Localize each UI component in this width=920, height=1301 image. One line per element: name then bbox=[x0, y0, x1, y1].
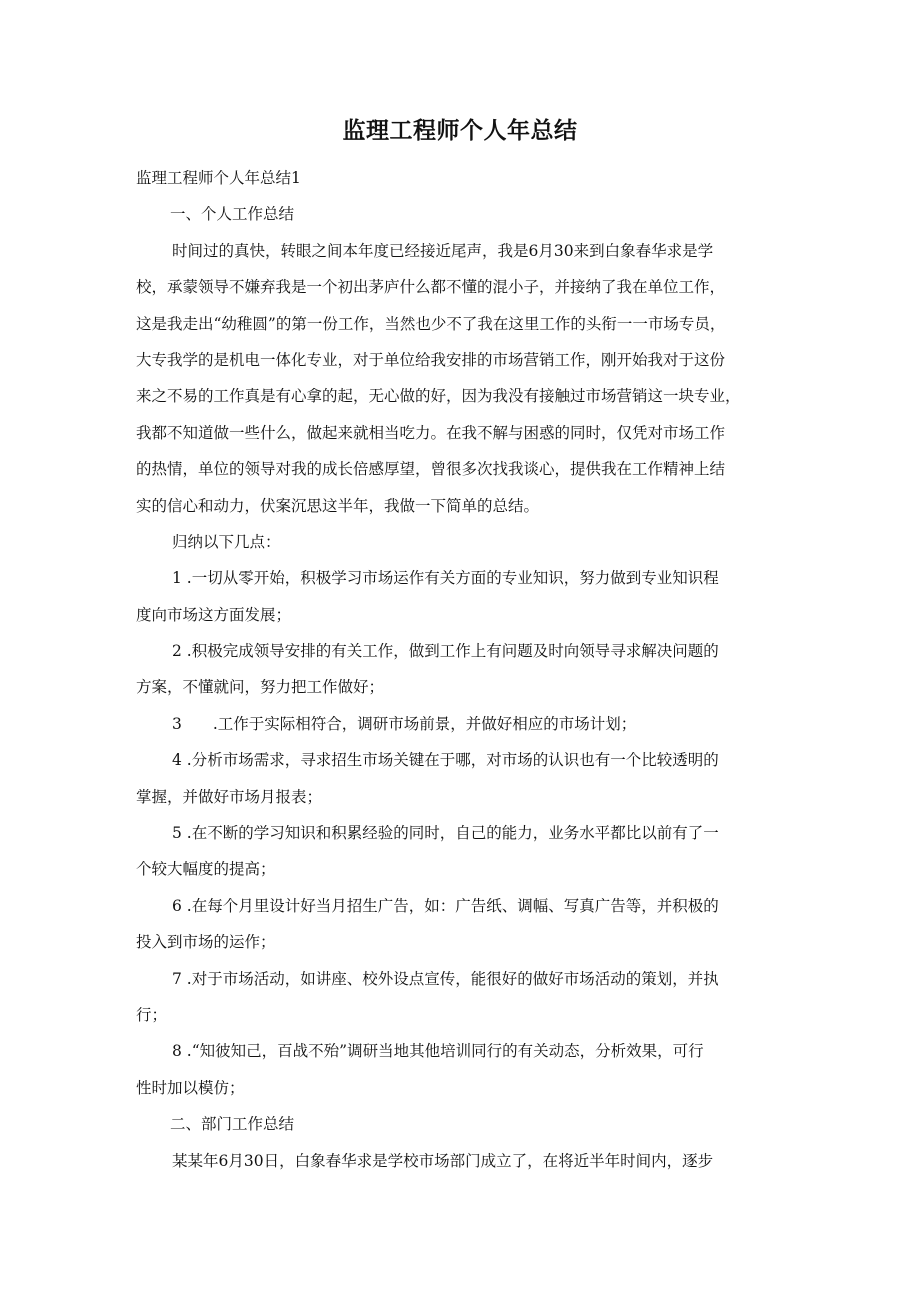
paragraph-line: 来之不易的工作真是有心拿的起，无心做的好，因为我没有接触过市场营销这一块专业， bbox=[136, 387, 741, 406]
list-item-2 bbox=[136, 633, 784, 706]
list-item-3 bbox=[136, 706, 784, 742]
list-item-line: 性时加以模仿； bbox=[136, 1078, 245, 1097]
list-item-line: 6 .在每个月里设计好当月招生广告，如：广告纸、调幅、写真广告等，并积极的 bbox=[172, 896, 719, 915]
list-item-line: 个较大幅度的提高； bbox=[136, 860, 276, 879]
list-item-8 bbox=[136, 1033, 784, 1106]
paragraph-2 bbox=[136, 1143, 784, 1179]
list-item-line: 1 .一切从零开始，积极学习市场运作有关方面的专业知识，努力做到专业知识程 bbox=[172, 569, 719, 588]
list-item-line: 4 .分析市场需求，寻求招生市场关键在于哪，对市场的认识也有一个比较透明的 bbox=[172, 751, 719, 770]
list-item-line: 度向市场这方面发展； bbox=[136, 605, 292, 624]
paragraph-1 bbox=[136, 233, 784, 524]
paragraph-line: 实的信心和动力，伏案沉思这半年，我做一下简单的总结。 bbox=[136, 496, 540, 515]
list-item-6 bbox=[136, 888, 784, 961]
document-body bbox=[136, 160, 784, 1179]
list-item-line: 5 .在不断的学习知识和积累经验的同时，自己的能力，业务水平都比以前有了一 bbox=[172, 824, 719, 843]
paragraph-line: 我都不知道做一些什么，做起来就相当吃力。在我不解与困惑的同时，仅凭对市场工作 bbox=[136, 423, 726, 442]
list-item-line: 投入到市场的运作； bbox=[136, 933, 276, 952]
paragraph-line: 校，承蒙领导不嫌弃我是一个初出茅庐什么都不懂的混小子，并接纳了我在单位工作， bbox=[136, 278, 726, 297]
list-item-line: 7 .对于市场活动，如讲座、校外设点宣传，能很好的做好市场活动的策划，并执 bbox=[172, 969, 719, 988]
list-item-line: 行； bbox=[136, 1005, 168, 1024]
list-item-line: 3 .工作于实际相符合，调研市场前景，并做好相应的市场计划； bbox=[172, 714, 637, 733]
subtitle: 监理工程师个人年总结1 bbox=[136, 169, 301, 187]
section-heading-1: 一、个人工作总结 bbox=[170, 205, 295, 224]
paragraph-line: 这是我走出“幼稚圆”的第一份工作，当然也少不了我在这里工作的头衔一一市场专员， bbox=[136, 314, 726, 333]
list-item-1 bbox=[136, 560, 784, 633]
paragraph-line: 某某年6月30日，白象春华求是学校市场部门成立了，在将近半年时间内，逐步 bbox=[172, 1151, 714, 1170]
list-item-4 bbox=[136, 742, 784, 815]
section-heading-2: 二、部门工作总结 bbox=[170, 1115, 295, 1134]
list-item-7 bbox=[136, 961, 784, 1034]
list-item-line: 掌握，并做好市场月报表； bbox=[136, 787, 323, 806]
list-item-line: 方案，不懂就问，努力把工作做好； bbox=[136, 678, 385, 697]
list-item-line: 2 .积极完成领导安排的有关工作，做到工作上有问题及时向领导寻求解决问题的 bbox=[172, 642, 719, 661]
list-lead: 归纳以下几点： bbox=[172, 532, 281, 551]
list-item-line: 8 .“知彼知己，百战不殆”调研当地其他培训同行的有关动态，分析效果，可行 bbox=[172, 1042, 704, 1061]
paragraph-line: 时间过的真快，转眼之间本年度已经接近尾声，我是6月30来到白象春华求是学 bbox=[172, 241, 714, 260]
list-item-5 bbox=[136, 815, 784, 888]
paragraph-line: 的热情，单位的领导对我的成长倍感厚望，曾很多次找我谈心，提供我在工作精神上结 bbox=[136, 460, 726, 479]
document-title: 监理工程师个人年总结 bbox=[342, 118, 578, 144]
paragraph-line: 大专我学的是机电一体化专业，对于单位给我安排的市场营销工作，刚开始我对于这份 bbox=[136, 350, 726, 369]
